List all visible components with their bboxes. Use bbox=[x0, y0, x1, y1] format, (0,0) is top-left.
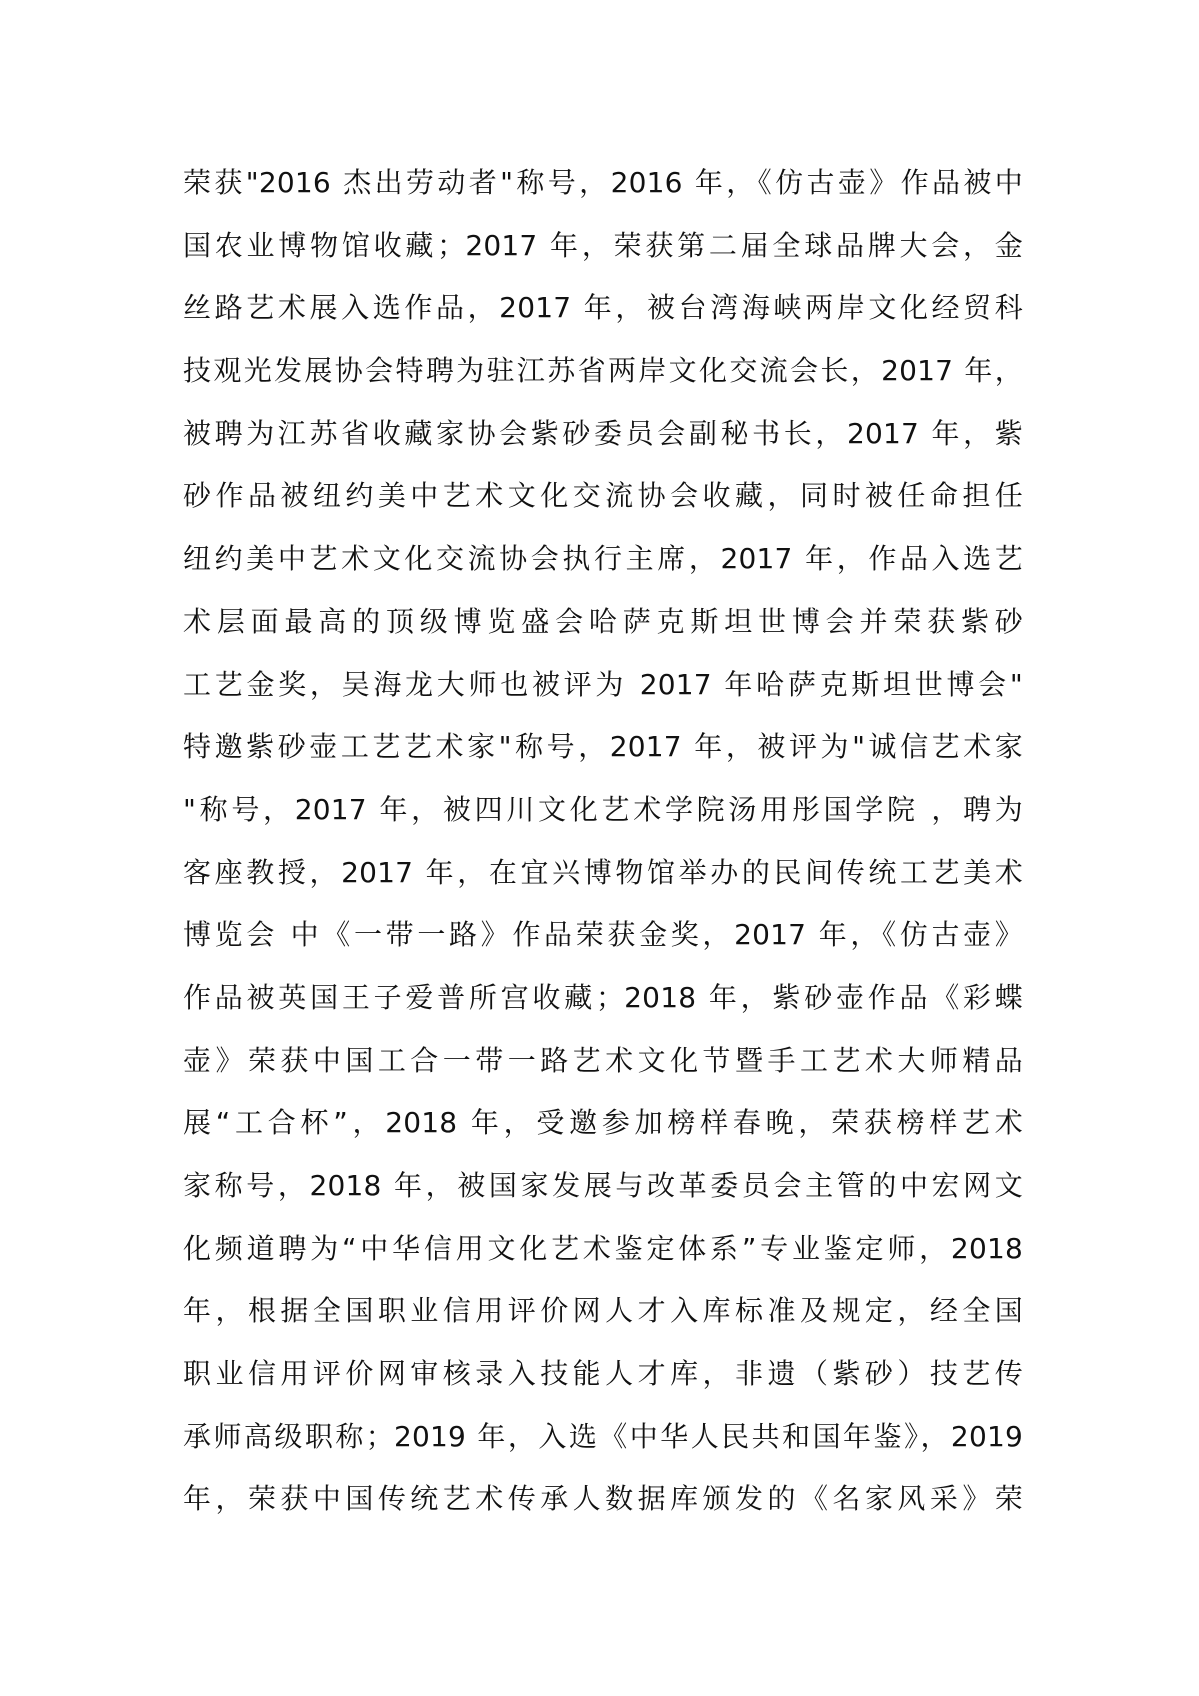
text-line-13: 博览会 中《一带一路》作品荣获金奖，2017 年，《仿古壶》 bbox=[183, 918, 1023, 952]
text-line-22: 年，荣获中国传统艺术传承人数据库颁发的《名家风采》荣 bbox=[183, 1482, 1023, 1516]
text-line-18: 化频道聘为“中华信用文化艺术鉴定体系”专业鉴定师，2018 bbox=[183, 1231, 1023, 1265]
text-line-2: 国农业博物馆收藏；2017 年，荣获第二届全球品牌大会，金 bbox=[183, 228, 1023, 262]
text-line-6: 砂作品被纽约美中艺术文化交流协会收藏，同时被任命担任 bbox=[183, 479, 1023, 513]
text-line-20: 职业信用评价网审核录入技能人才库，非遗（紫砂）技艺传 bbox=[183, 1357, 1023, 1391]
text-line-10: 特邀紫砂壶工艺艺术家"称号，2017 年，被评为"诚信艺术家 bbox=[183, 730, 1023, 764]
text-line-19: 年，根据全国职业信用评价网人才入库标准及规定，经全国 bbox=[183, 1294, 1023, 1328]
body-paragraph bbox=[183, 152, 1023, 1531]
text-line-1: 荣获"2016 杰出劳动者"称号，2016 年，《仿古壶》作品被中 bbox=[183, 166, 1023, 199]
text-line-12: 客座教授，2017 年，在宜兴博物馆举办的民间传统工艺美术 bbox=[183, 855, 1023, 889]
text-line-15: 壶》荣获中国工合一带一路艺术文化节暨手工艺术大师精品 bbox=[183, 1043, 1023, 1077]
text-line-11: "称号，2017 年，被四川文化艺术学院汤用彤国学院 ，聘为 bbox=[183, 792, 1023, 826]
text-line-4: 技观光发展协会特聘为驻江苏省两岸文化交流会长，2017 年， bbox=[183, 354, 1023, 388]
text-line-7: 纽约美中艺术文化交流协会执行主席，2017 年，作品入选艺 bbox=[183, 542, 1023, 576]
text-line-16: 展“工合杯”，2018 年，受邀参加榜样春晚，荣获榜样艺术 bbox=[183, 1106, 1023, 1140]
text-line-17: 家称号，2018 年，被国家发展与改革委员会主管的中宏网文 bbox=[183, 1169, 1023, 1202]
text-line-14: 作品被英国王子爱普所宫收藏；2018 年，紫砂壶作品《彩蝶 bbox=[183, 980, 1023, 1014]
text-line-21: 承师高级职称；2019 年，入选《中华人民共和国年鉴》，2019 bbox=[183, 1419, 1023, 1453]
text-line-8: 术层面最高的顶级博览盛会哈萨克斯坦世博会并荣获紫砂 bbox=[183, 604, 1023, 638]
text-line-9: 工艺金奖，吴海龙大师也被评为 2017 年哈萨克斯坦世博会" bbox=[183, 667, 1023, 701]
text-line-5: 被聘为江苏省收藏家协会紫砂委员会副秘书长，2017 年，紫 bbox=[183, 416, 1023, 450]
text-line-3: 丝路艺术展入选作品，2017 年，被台湾海峡两岸文化经贸科 bbox=[183, 291, 1023, 325]
